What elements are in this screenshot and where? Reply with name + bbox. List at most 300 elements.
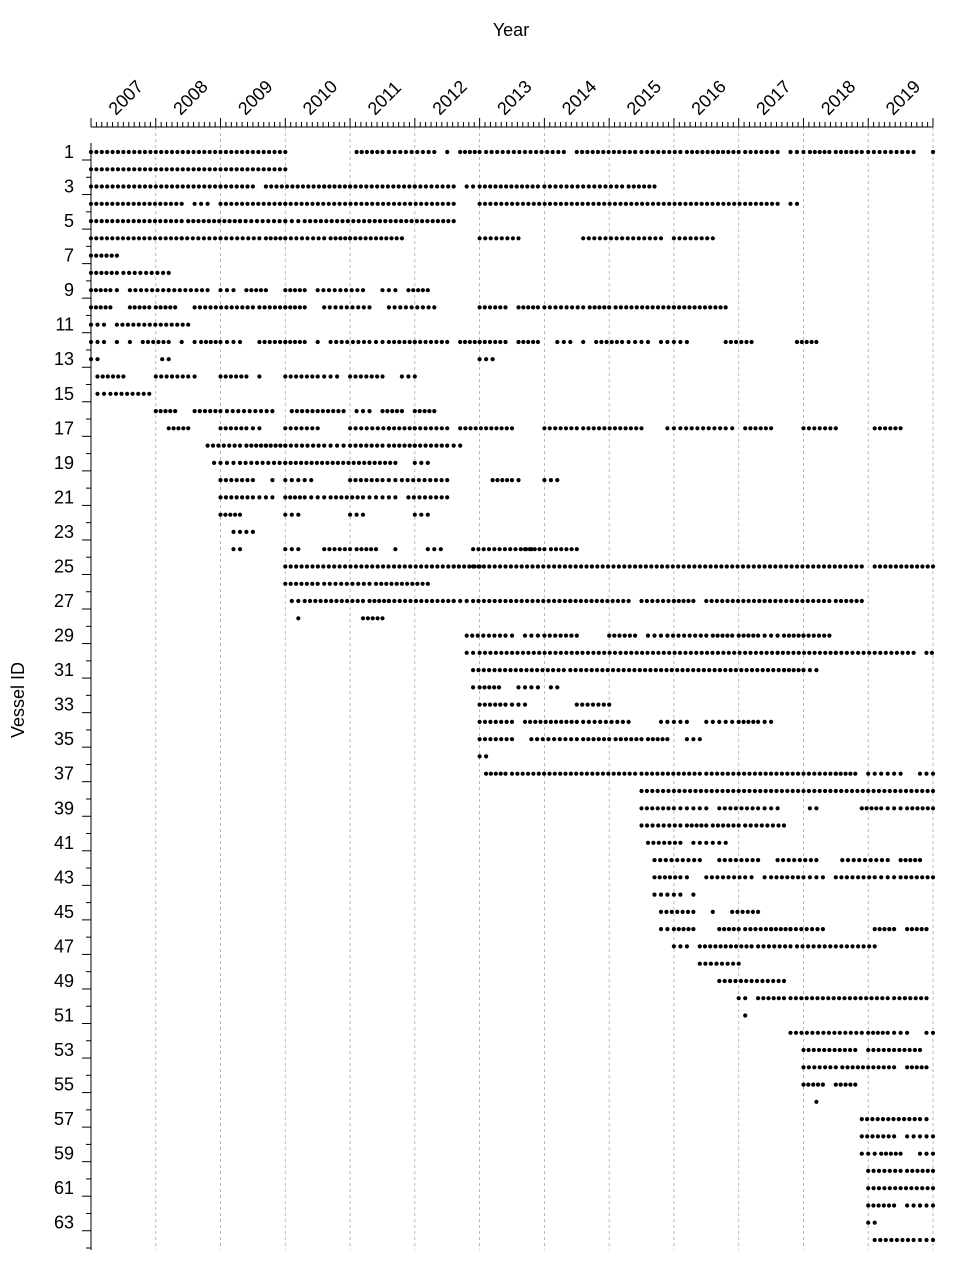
observation-point <box>465 599 469 603</box>
observation-point <box>688 789 692 793</box>
observation-point <box>656 150 660 154</box>
observation-point <box>278 150 282 154</box>
observation-point <box>575 202 579 206</box>
observation-point <box>421 582 425 586</box>
observation-point <box>148 150 152 154</box>
observation-point <box>521 651 525 655</box>
observation-point <box>385 409 389 413</box>
observation-point <box>818 789 822 793</box>
observation-point <box>534 150 538 154</box>
observation-point <box>413 426 417 430</box>
observation-point <box>548 651 552 655</box>
observation-point <box>591 651 595 655</box>
observation-point <box>542 305 546 309</box>
observation-point <box>628 150 632 154</box>
observation-point <box>429 184 433 188</box>
observation-point <box>316 202 320 206</box>
observation-point <box>144 271 148 275</box>
observation-point <box>432 547 436 551</box>
observation-point <box>839 150 843 154</box>
observation-point <box>553 426 557 430</box>
observation-point <box>489 236 493 240</box>
observation-point <box>526 772 530 776</box>
observation-point <box>651 150 655 154</box>
observation-point <box>203 409 207 413</box>
observation-point <box>484 772 488 776</box>
observation-point <box>427 305 431 309</box>
observation-point <box>408 340 412 344</box>
observation-point <box>115 340 119 344</box>
observation-point <box>513 547 517 551</box>
observation-point <box>491 478 495 482</box>
observation-point <box>398 599 402 603</box>
observation-point <box>877 1186 881 1190</box>
observation-point <box>834 599 838 603</box>
observation-point <box>693 305 697 309</box>
observation-point <box>487 668 491 672</box>
observation-point <box>445 495 449 499</box>
observation-point <box>601 150 605 154</box>
observation-point <box>579 668 583 672</box>
observation-point <box>218 513 222 517</box>
observation-point <box>499 184 503 188</box>
observation-point <box>743 927 747 931</box>
observation-point <box>487 634 491 638</box>
observation-point <box>894 1152 898 1156</box>
observation-point <box>262 202 266 206</box>
observation-point <box>294 444 298 448</box>
observation-point <box>483 305 487 309</box>
observation-point <box>137 202 141 206</box>
observation-point <box>673 823 677 827</box>
observation-point <box>586 651 590 655</box>
observation-point <box>693 789 697 793</box>
observation-point <box>807 426 811 430</box>
observation-point <box>606 668 610 672</box>
observation-point <box>498 599 502 603</box>
observation-point <box>126 202 130 206</box>
observation-point <box>408 426 412 430</box>
observation-point <box>506 150 510 154</box>
y-tick-label: 53 <box>53 1040 74 1061</box>
observation-point <box>478 703 482 707</box>
observation-point <box>731 599 735 603</box>
observation-point <box>826 996 830 1000</box>
observation-point <box>548 202 552 206</box>
observation-point <box>646 841 650 845</box>
observation-point <box>525 564 529 568</box>
observation-point <box>873 564 877 568</box>
observation-point <box>319 599 323 603</box>
observation-point <box>290 513 294 517</box>
observation-point <box>344 288 348 292</box>
observation-point <box>375 150 379 154</box>
observation-point <box>340 219 344 223</box>
observation-point <box>591 150 595 154</box>
observation-point <box>869 996 873 1000</box>
observation-point <box>881 1117 885 1121</box>
observation-point <box>305 564 309 568</box>
observation-point <box>924 1134 928 1138</box>
observation-point <box>238 340 242 344</box>
observation-point <box>549 685 553 689</box>
observation-point <box>693 634 697 638</box>
observation-point <box>240 167 244 171</box>
x-tick-label: 2008 <box>169 76 212 119</box>
observation-point <box>528 720 532 724</box>
observation-point <box>100 184 104 188</box>
observation-point <box>89 288 93 292</box>
observation-point <box>364 444 368 448</box>
observation-point <box>400 236 404 240</box>
observation-point <box>888 426 892 430</box>
observation-point <box>645 823 649 827</box>
observation-point <box>720 599 724 603</box>
observation-point <box>587 720 591 724</box>
observation-point <box>707 426 711 430</box>
observation-point <box>622 772 626 776</box>
observation-point <box>542 478 546 482</box>
observation-point <box>647 184 651 188</box>
observation-point <box>503 599 507 603</box>
observation-point <box>827 1031 831 1035</box>
observation-point <box>476 547 480 551</box>
observation-point <box>161 288 165 292</box>
observation-point <box>458 599 462 603</box>
observation-point <box>817 634 821 638</box>
observation-point <box>750 668 754 672</box>
observation-point <box>672 893 676 897</box>
observation-point <box>370 426 374 430</box>
observation-point <box>423 495 427 499</box>
observation-point <box>252 236 256 240</box>
observation-point <box>360 150 364 154</box>
observation-point <box>413 461 417 465</box>
observation-point <box>294 461 298 465</box>
observation-point <box>792 668 796 672</box>
observation-point <box>743 823 747 827</box>
observation-point <box>642 236 646 240</box>
observation-point <box>685 340 689 344</box>
observation-point <box>132 150 136 154</box>
observation-point <box>845 875 849 879</box>
observation-point <box>633 150 637 154</box>
observation-point <box>617 772 621 776</box>
observation-point <box>730 910 734 914</box>
observation-point <box>370 564 374 568</box>
observation-point <box>156 340 160 344</box>
observation-point <box>411 478 415 482</box>
observation-point <box>298 340 302 344</box>
observation-point <box>603 236 607 240</box>
observation-point <box>445 340 449 344</box>
observation-point <box>633 340 637 344</box>
observation-point <box>904 564 908 568</box>
observation-point <box>690 150 694 154</box>
observation-point <box>849 1031 853 1035</box>
observation-point <box>235 305 239 309</box>
observation-point <box>536 685 540 689</box>
observation-point <box>264 288 268 292</box>
observation-point <box>782 996 786 1000</box>
observation-point <box>206 202 210 206</box>
observation-point <box>883 564 887 568</box>
observation-point <box>627 184 631 188</box>
observation-point <box>498 305 502 309</box>
observation-point <box>834 150 838 154</box>
observation-point <box>255 219 259 223</box>
observation-point <box>294 426 298 430</box>
observation-point <box>322 582 326 586</box>
observation-point <box>240 305 244 309</box>
observation-point <box>557 564 561 568</box>
observation-point <box>434 444 438 448</box>
observation-point <box>159 323 163 327</box>
observation-point <box>283 547 287 551</box>
observation-point <box>429 495 433 499</box>
observation-point <box>726 789 730 793</box>
observation-point <box>197 184 201 188</box>
observation-point <box>860 1031 864 1035</box>
observation-point <box>476 634 480 638</box>
observation-point <box>644 564 648 568</box>
observation-point <box>552 737 556 741</box>
observation-point <box>471 599 475 603</box>
observation-point <box>225 461 229 465</box>
observation-point <box>471 184 475 188</box>
observation-point <box>239 374 243 378</box>
observation-point <box>807 1048 811 1052</box>
observation-point <box>737 634 741 638</box>
observation-point <box>849 564 853 568</box>
observation-point <box>105 236 109 240</box>
observation-point <box>100 236 104 240</box>
observation-point <box>771 979 775 983</box>
observation-point <box>726 772 730 776</box>
observation-point <box>918 858 922 862</box>
observation-point <box>353 184 357 188</box>
observation-point <box>338 236 342 240</box>
observation-point <box>871 1048 875 1052</box>
observation-point <box>580 703 584 707</box>
observation-point <box>251 426 255 430</box>
observation-point <box>305 444 309 448</box>
observation-point <box>750 340 754 344</box>
observation-point <box>759 426 763 430</box>
observation-point <box>677 927 681 931</box>
observation-point <box>645 772 649 776</box>
observation-point <box>424 202 428 206</box>
observation-point <box>392 426 396 430</box>
observation-point <box>154 374 158 378</box>
observation-point <box>207 236 211 240</box>
observation-point <box>264 444 268 448</box>
observation-point <box>335 374 339 378</box>
observation-point <box>558 772 562 776</box>
observation-point <box>766 668 770 672</box>
observation-point <box>391 184 395 188</box>
observation-point <box>519 668 523 672</box>
observation-point <box>178 288 182 292</box>
observation-point <box>148 202 152 206</box>
observation-point <box>523 703 527 707</box>
observation-point <box>407 184 411 188</box>
observation-point <box>877 1169 881 1173</box>
observation-point <box>607 703 611 707</box>
observation-point <box>471 685 475 689</box>
observation-point <box>559 547 563 551</box>
observation-point <box>717 720 721 724</box>
observation-point <box>774 772 778 776</box>
observation-point <box>526 202 530 206</box>
observation-point <box>240 202 244 206</box>
observation-point <box>865 1134 869 1138</box>
observation-point <box>498 668 502 672</box>
observation-point <box>108 305 112 309</box>
observation-point <box>618 426 622 430</box>
observation-point <box>920 1186 924 1190</box>
observation-point <box>251 202 255 206</box>
observation-point <box>879 1152 883 1156</box>
observation-point <box>126 323 130 327</box>
observation-point <box>726 875 730 879</box>
observation-point <box>294 374 298 378</box>
observation-point <box>808 806 812 810</box>
observation-point <box>387 150 391 154</box>
observation-point <box>667 651 671 655</box>
observation-point <box>807 651 811 655</box>
observation-point <box>739 340 743 344</box>
observation-point <box>553 634 557 638</box>
observation-point <box>175 323 179 327</box>
observation-point <box>218 495 222 499</box>
observation-point <box>808 150 812 154</box>
observation-point <box>568 564 572 568</box>
observation-point <box>817 1048 821 1052</box>
observation-point <box>225 288 229 292</box>
observation-point <box>290 219 294 223</box>
observation-point <box>806 599 810 603</box>
observation-point <box>89 254 93 258</box>
observation-point <box>423 409 427 413</box>
observation-point <box>331 461 335 465</box>
observation-point <box>446 219 450 223</box>
observation-point <box>705 651 709 655</box>
observation-point <box>197 167 201 171</box>
observation-point <box>666 772 670 776</box>
observation-point <box>784 564 788 568</box>
observation-point <box>685 720 689 724</box>
observation-point <box>170 323 174 327</box>
observation-point <box>499 720 503 724</box>
observation-point <box>807 634 811 638</box>
observation-point <box>782 823 786 827</box>
observation-point <box>787 858 791 862</box>
observation-point <box>245 478 249 482</box>
observation-point <box>549 720 553 724</box>
observation-point <box>142 323 146 327</box>
observation-point <box>273 305 277 309</box>
observation-point <box>186 374 190 378</box>
observation-point <box>795 150 799 154</box>
observation-point <box>685 823 689 827</box>
observation-point <box>558 737 562 741</box>
observation-point <box>552 599 556 603</box>
observation-point <box>701 426 705 430</box>
observation-point <box>131 323 135 327</box>
observation-point <box>341 461 345 465</box>
observation-point <box>283 426 287 430</box>
observation-point <box>378 219 382 223</box>
observation-point <box>523 685 527 689</box>
observation-point <box>365 202 369 206</box>
observation-point <box>370 374 374 378</box>
observation-point <box>143 167 147 171</box>
observation-point <box>386 184 390 188</box>
observation-point <box>234 374 238 378</box>
observation-point <box>912 651 916 655</box>
observation-point <box>294 236 298 240</box>
observation-point <box>193 202 197 206</box>
observation-point <box>310 202 314 206</box>
observation-point <box>736 564 740 568</box>
observation-point <box>596 703 600 707</box>
observation-point <box>380 478 384 482</box>
observation-point <box>883 426 887 430</box>
observation-point <box>611 668 615 672</box>
observation-point <box>208 150 212 154</box>
observation-point <box>89 167 93 171</box>
observation-point <box>154 305 158 309</box>
observation-point <box>367 305 371 309</box>
observation-point <box>386 202 390 206</box>
observation-point <box>351 219 355 223</box>
observation-point <box>322 547 326 551</box>
observation-point <box>483 340 487 344</box>
observation-point <box>878 564 882 568</box>
observation-point <box>324 219 328 223</box>
observation-point <box>531 184 535 188</box>
observation-point <box>267 167 271 171</box>
observation-point <box>403 202 407 206</box>
observation-point <box>351 340 355 344</box>
observation-point <box>755 668 759 672</box>
observation-point <box>499 772 503 776</box>
observation-point <box>570 184 574 188</box>
observation-point <box>172 288 176 292</box>
observation-point <box>392 564 396 568</box>
observation-point <box>515 202 519 206</box>
observation-point <box>678 893 682 897</box>
observation-point <box>127 271 131 275</box>
observation-point <box>785 772 789 776</box>
observation-point <box>879 772 883 776</box>
observation-point <box>127 167 131 171</box>
observation-point <box>853 1048 857 1052</box>
observation-point <box>505 720 509 724</box>
observation-point <box>782 668 786 672</box>
observation-point <box>678 426 682 430</box>
observation-point <box>296 219 300 223</box>
observation-point <box>288 495 292 499</box>
observation-point <box>729 944 733 948</box>
observation-point <box>669 858 673 862</box>
observation-point <box>511 236 515 240</box>
observation-point <box>691 841 695 845</box>
observation-point <box>245 495 249 499</box>
observation-point <box>224 305 228 309</box>
observation-point <box>168 305 172 309</box>
